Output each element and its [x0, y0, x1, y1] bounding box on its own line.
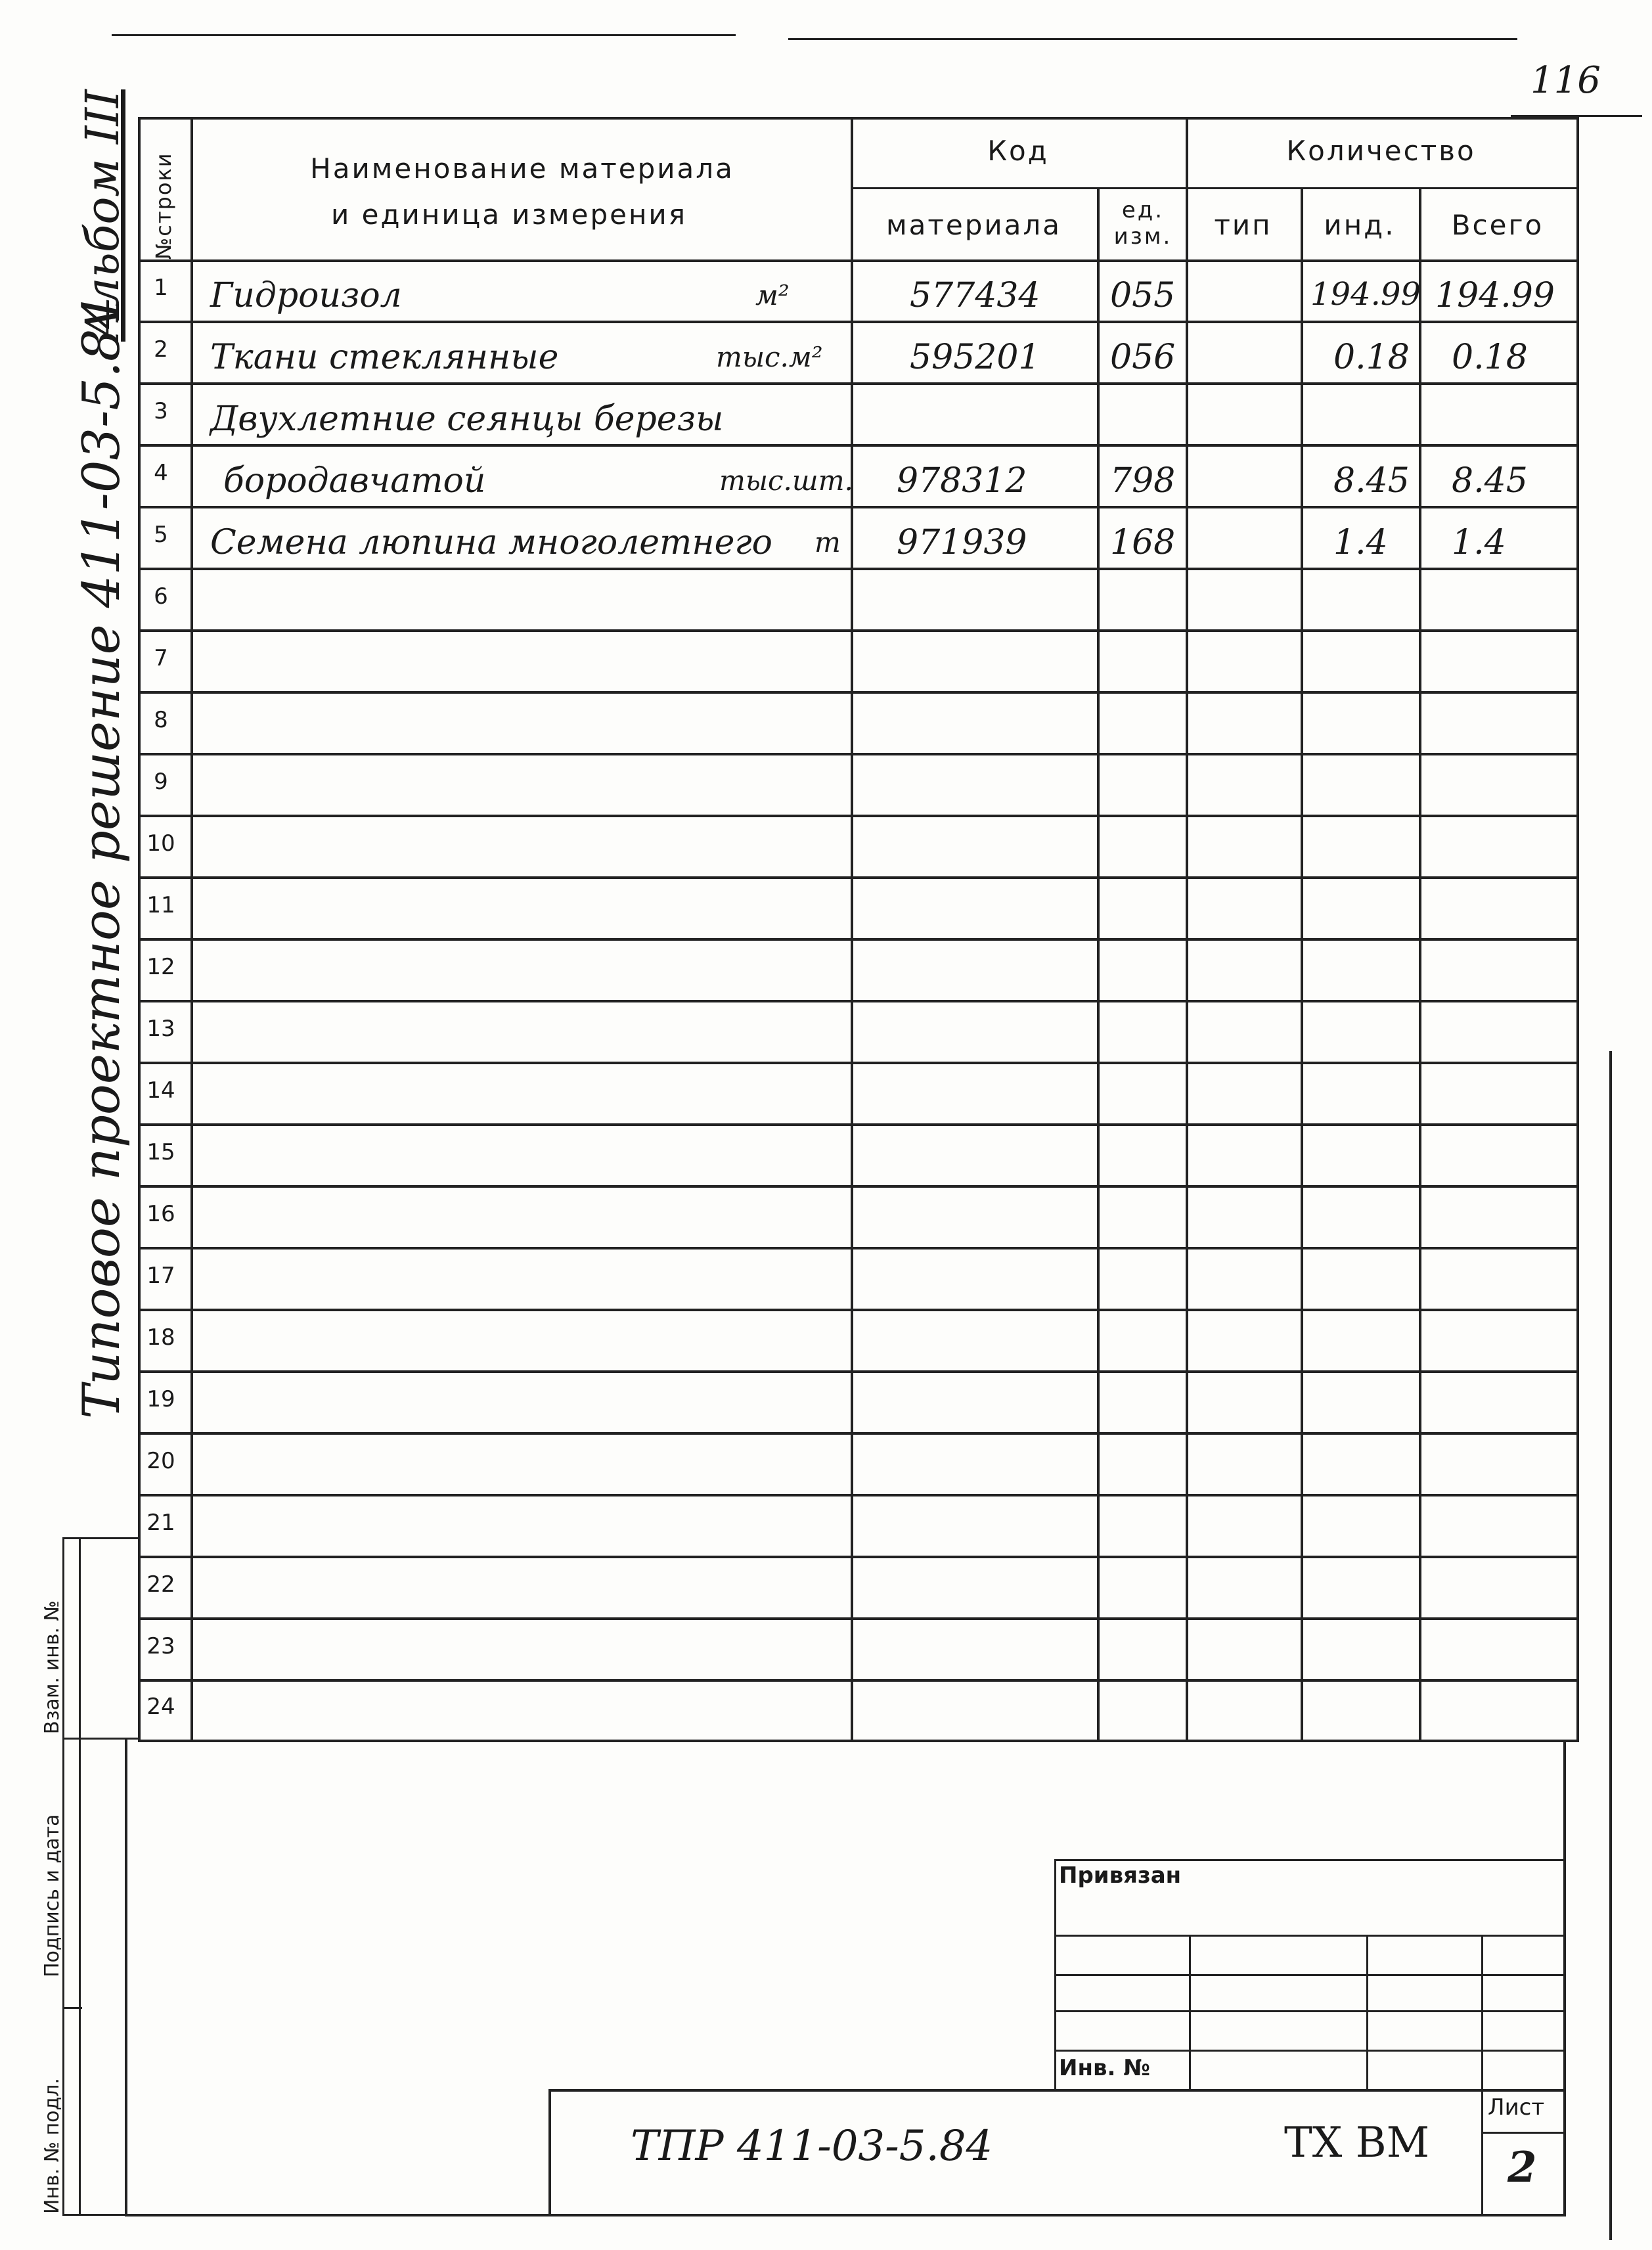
col-sep: [1097, 187, 1100, 1740]
stamp-privyazan: Привязан: [1059, 1862, 1182, 1889]
header-type: тип: [1214, 209, 1272, 241]
row-line: [138, 1370, 1579, 1373]
material-unit: тыс.шт.: [719, 464, 853, 497]
header-quantity: Количество: [1286, 135, 1476, 167]
row-line: [138, 382, 1579, 385]
row-line: [138, 1617, 1579, 1620]
frame-right: [1563, 1740, 1566, 2214]
material-name: Двухлетние сеянцы березы: [210, 399, 724, 439]
row-line: [138, 1432, 1579, 1435]
stamp-line: [1366, 1935, 1368, 2089]
qty-total: 0.18: [1452, 338, 1528, 377]
row-number: 14: [146, 1077, 175, 1104]
unit-code: 055: [1110, 276, 1176, 315]
row-line: [138, 1185, 1579, 1188]
qty-total: 194.99: [1435, 276, 1555, 315]
stamp-line: [1054, 1935, 1563, 1937]
material-name: Семена люпина многолетнего: [210, 523, 772, 562]
material-code: 595201: [910, 338, 1040, 377]
row-line: [138, 1062, 1579, 1064]
row-number: 17: [146, 1263, 175, 1289]
row-number: 11: [146, 892, 175, 918]
row-number: 23: [146, 1633, 175, 1659]
row-line: [138, 1247, 1579, 1249]
row-number: 2: [154, 336, 168, 363]
stamp-sheet-number: 2: [1507, 2143, 1537, 2192]
header-code: Код: [987, 135, 1049, 167]
material-name: бородавчатой: [223, 461, 486, 501]
qty-ind: 0.18: [1333, 338, 1410, 377]
material-unit: м²: [755, 279, 790, 311]
row-line: [138, 876, 1579, 879]
material-unit: тыс.м²: [716, 341, 823, 373]
row-line: [138, 321, 1579, 323]
stamp-inv-no: Инв. №: [1059, 2055, 1151, 2081]
row-number: 8: [154, 707, 168, 733]
row-number: 22: [146, 1571, 175, 1598]
row-line: [138, 1000, 1579, 1002]
col-sep: [1419, 187, 1421, 1740]
row-line: [138, 629, 1579, 632]
material-unit: т: [815, 526, 841, 558]
row-number: 13: [146, 1016, 175, 1042]
row-line: [138, 1309, 1579, 1311]
stamp-line: [1054, 2050, 1563, 2052]
header-material: материала: [885, 209, 1061, 241]
row-number: 10: [146, 830, 175, 857]
material-code: 971939: [897, 523, 1027, 562]
header-unit: ед. изм.: [1113, 197, 1172, 250]
stamp-doc-code: ТПР 411-03-5.84: [631, 2122, 993, 2171]
col-sep: [1301, 187, 1303, 1740]
row-number: 7: [154, 645, 168, 671]
margin-line: [62, 2007, 82, 2009]
unit-code: 056: [1110, 338, 1176, 377]
stamp-line: [1054, 1859, 1563, 1861]
stamp-line: [1481, 1935, 1483, 2214]
row-number: 3: [154, 398, 168, 424]
header-mid-line: [851, 187, 1579, 189]
row-number: 9: [154, 769, 168, 795]
qty-total: 8.45: [1452, 461, 1528, 501]
row-number: 6: [154, 583, 168, 610]
stamp-main-left: [548, 2089, 551, 2214]
stamp-sheet-line: [1481, 2132, 1563, 2134]
row-number: 12: [146, 954, 175, 980]
row-number: 15: [146, 1139, 175, 1165]
row-line: [138, 568, 1579, 570]
margin-border: [79, 1537, 81, 2214]
material-code: 577434: [910, 276, 1040, 315]
qty-total: 1.4: [1452, 523, 1506, 562]
material-name: Ткани стеклянные: [210, 338, 559, 377]
row-number: 19: [146, 1386, 175, 1412]
page-number: 116: [1530, 59, 1601, 102]
stamp-line: [1189, 1935, 1191, 2089]
margin-label-podpis: Подпись и дата: [41, 1814, 64, 1977]
header-ind: инд.: [1324, 209, 1396, 241]
row-number: 16: [146, 1201, 175, 1227]
row-line: [138, 1679, 1579, 1682]
stamp-mark: ТХ ВМ: [1284, 2119, 1430, 2167]
margin-label-vzam: Взам. инв. №: [41, 1600, 64, 1734]
row-number: 1: [154, 275, 168, 301]
qty-ind: 8.45: [1333, 461, 1410, 501]
row-line: [138, 1740, 1579, 1742]
row-line: [138, 1494, 1579, 1496]
row-number: 21: [146, 1510, 175, 1536]
header-row-no: №строки: [151, 152, 176, 259]
qty-ind: 1.4: [1333, 523, 1388, 562]
frame-bottom: [125, 2214, 1566, 2216]
table-top-border: [138, 117, 1579, 120]
margin-label-inv: Инв. № подл.: [41, 2078, 64, 2214]
stamp-sheet-label: Лист: [1488, 2094, 1545, 2121]
row-line: [138, 691, 1579, 694]
row-number: 18: [146, 1324, 175, 1351]
unit-code: 168: [1110, 523, 1176, 562]
row-line: [138, 753, 1579, 755]
scan-edge-line: [112, 34, 736, 36]
qty-ind: 194.99: [1310, 276, 1421, 313]
frame-far-right: [1609, 1051, 1612, 2240]
row-number: 24: [146, 1694, 175, 1720]
row-line: [138, 444, 1579, 447]
unit-code: 798: [1110, 461, 1176, 501]
row-number: 20: [146, 1448, 175, 1474]
row-line: [138, 815, 1579, 817]
stamp-line: [1054, 1974, 1563, 1976]
material-code: 978312: [897, 461, 1027, 501]
row-line: [138, 1556, 1579, 1558]
row-line: [138, 938, 1579, 941]
header-name-line1: Наименование материала: [310, 152, 734, 185]
scan-edge-line: [788, 38, 1517, 40]
stamp-line: [1054, 2010, 1563, 2012]
header-name-line2: и единица измерения: [331, 198, 687, 231]
header-bottom-line: [138, 259, 1579, 262]
side-album: Альбом III: [76, 89, 129, 342]
row-line: [138, 1123, 1579, 1126]
material-name: Гидроизол: [210, 276, 402, 315]
row-line: [138, 506, 1579, 508]
row-number: 5: [154, 522, 168, 548]
header-total: Всего: [1451, 209, 1544, 241]
margin-line: [62, 1537, 138, 1539]
side-title: Типовое проектное решение 411-03-5.84: [72, 296, 131, 1419]
stamp-main-top: [548, 2089, 1563, 2092]
frame-left: [125, 1740, 127, 2214]
row-number: 4: [154, 460, 168, 486]
